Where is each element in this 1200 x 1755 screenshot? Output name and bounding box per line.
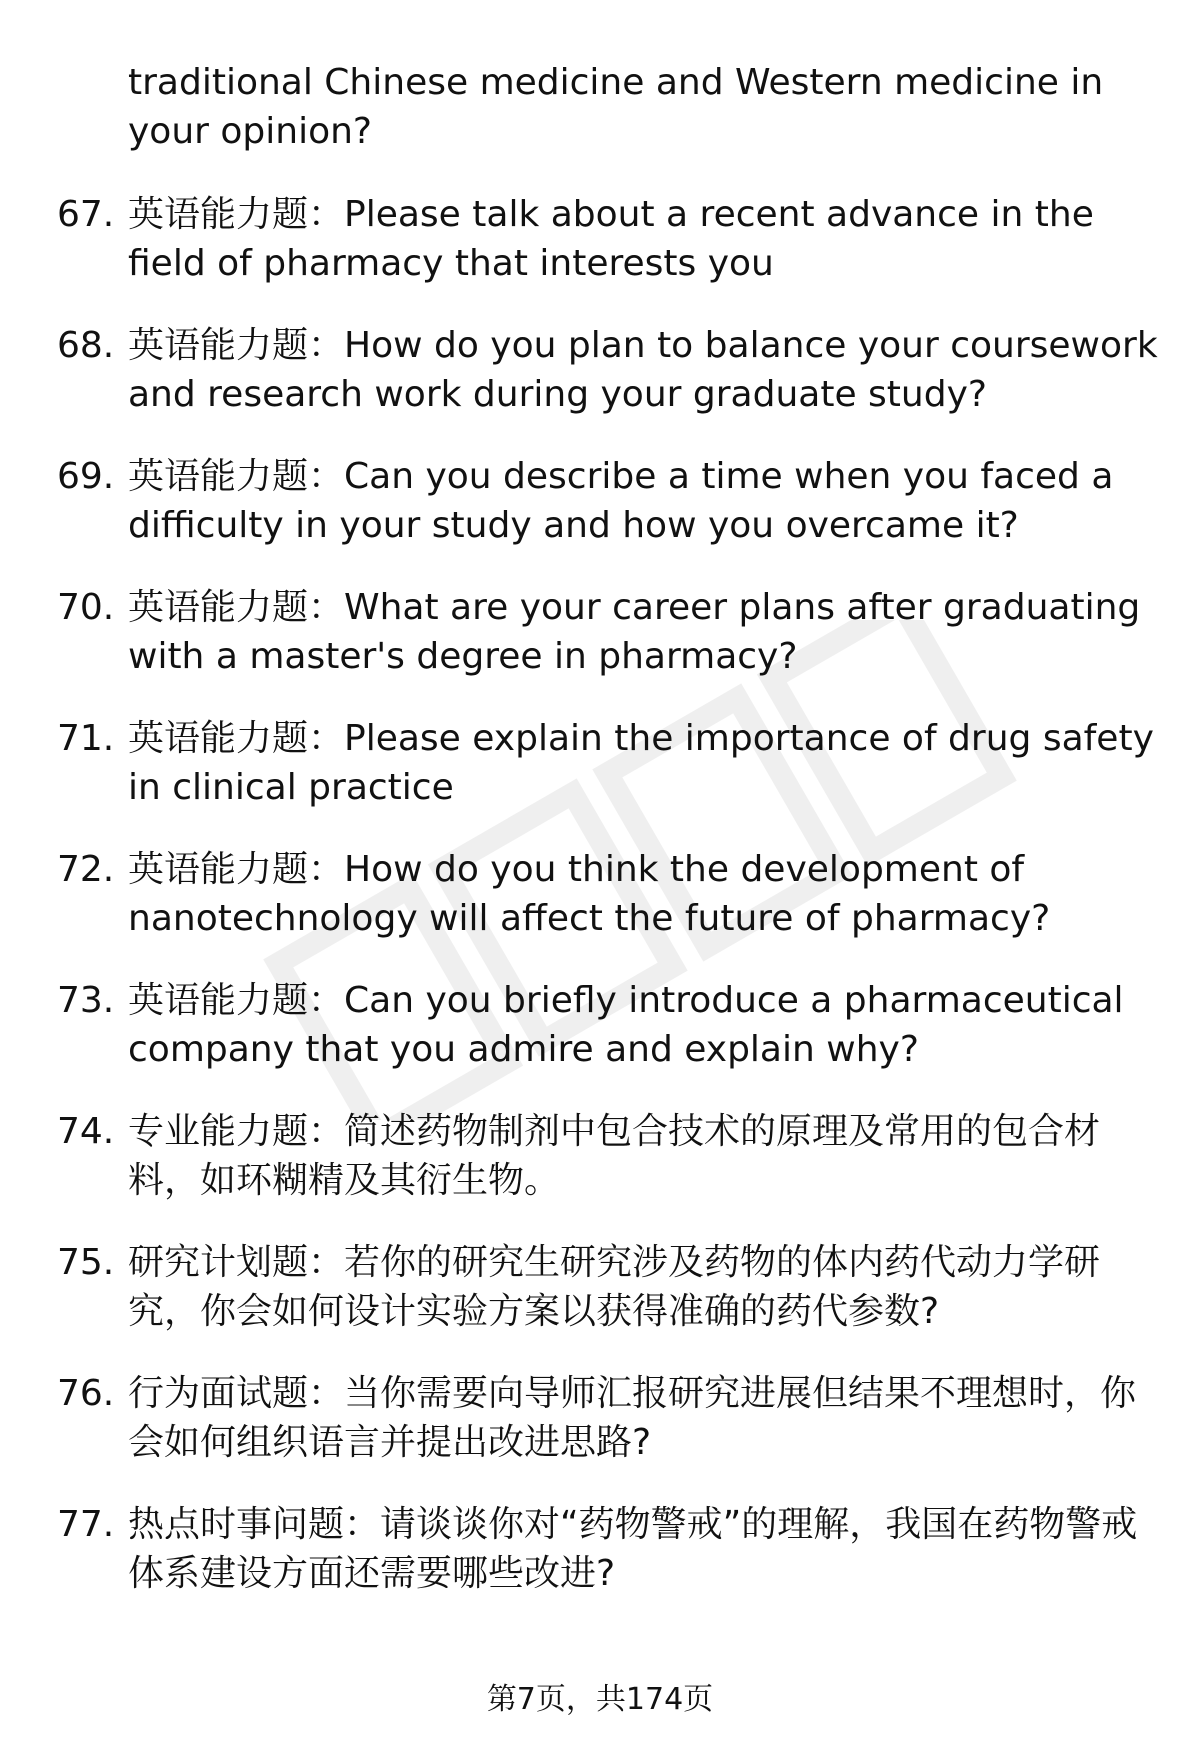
question-text: 英语能力题：How do you think the development of nanotechnology will affect the future of pharmacy? bbox=[128, 849, 1051, 939]
continuation-text: traditional Chinese medicine and Western medicine in your opinion? bbox=[128, 62, 1104, 152]
question-text: 专业能力题：简述药物制剂中包合技术的原理及常用的包合材料，如环糊精及其衍生物。 bbox=[128, 1111, 1101, 1201]
question-number-cell bbox=[0, 452, 128, 501]
question-number: 71. bbox=[57, 718, 115, 759]
question-item bbox=[0, 1238, 1200, 1336]
question-item bbox=[0, 976, 1200, 1074]
question-text: 热点时事问题：请谈谈你对“药物警戒”的理解，我国在药物警戒体系建设方面还需要哪些改进? bbox=[128, 1504, 1138, 1594]
question-item bbox=[0, 1500, 1200, 1598]
question-number: 76. bbox=[57, 1373, 115, 1414]
question-number-cell bbox=[0, 1369, 128, 1418]
question-text: 英语能力题：What are your career plans after graduating with a master's degree in pharmacy? bbox=[128, 587, 1141, 677]
question-item bbox=[0, 321, 1200, 419]
question-item bbox=[0, 1369, 1200, 1467]
question-text: 英语能力题：Please talk about a recent advance in the field of pharmacy that interests you bbox=[128, 194, 1094, 284]
question-number: 70. bbox=[57, 587, 115, 628]
question-number-cell bbox=[0, 1107, 128, 1156]
question-list bbox=[0, 190, 1200, 1631]
question-number: 75. bbox=[57, 1242, 115, 1283]
question-number: 69. bbox=[57, 456, 115, 497]
question-number-cell bbox=[0, 976, 128, 1025]
question-text: 研究计划题：若你的研究生研究涉及药物的体内药代动力学研究，你会如何设计实验方案以获得准确的药代参数? bbox=[128, 1242, 1101, 1332]
page-footer: 第7页，共174页 bbox=[486, 1682, 714, 1717]
question-number-cell bbox=[0, 583, 128, 632]
question-item bbox=[0, 845, 1200, 943]
question-text: 英语能力题：How do you plan to balance your coursework and research work during your graduate study? bbox=[128, 325, 1158, 415]
question-number-cell bbox=[0, 714, 128, 763]
question-number-cell bbox=[0, 845, 128, 894]
question-number-cell bbox=[0, 321, 128, 370]
question-item bbox=[0, 583, 1200, 681]
question-item bbox=[0, 1107, 1200, 1205]
question-text: 英语能力题：Can you briefly introduce a pharmaceutical company that you admire and explain why? bbox=[128, 980, 1124, 1070]
question-text: 英语能力题：Can you describe a time when you faced a difficulty in your study and how you overcame it? bbox=[128, 456, 1114, 546]
question-item bbox=[0, 714, 1200, 812]
question-number: 68. bbox=[57, 325, 115, 366]
question-item bbox=[0, 452, 1200, 550]
question-number: 74. bbox=[57, 1111, 115, 1152]
question-text: 英语能力题：Please explain the importance of drug safety in clinical practice bbox=[128, 718, 1154, 808]
question-text: 行为面试题：当你需要向导师汇报研究进展但结果不理想时，你会如何组织语言并提出改进思路? bbox=[128, 1373, 1137, 1463]
question-number-cell bbox=[0, 1500, 128, 1549]
question-number: 67. bbox=[57, 194, 115, 235]
question-number-cell bbox=[0, 1238, 128, 1287]
question-number: 77. bbox=[57, 1504, 115, 1545]
question-number: 73. bbox=[57, 980, 115, 1021]
question-number-cell bbox=[0, 190, 128, 239]
question-number: 72. bbox=[57, 849, 115, 890]
question-item bbox=[0, 190, 1200, 288]
